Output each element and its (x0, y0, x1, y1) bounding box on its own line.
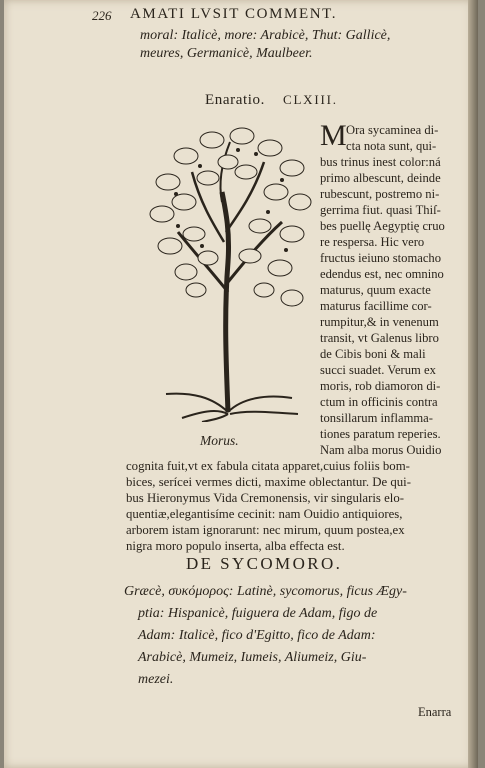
body-line: quentiæ,elegantisíme cecinit: nam Ouidio antiquiores, (126, 507, 403, 521)
column-line: gerrima fiut. quasi Thiſ- (320, 203, 441, 217)
intro-line: meures, Germanicè, Maulbeer. (140, 46, 313, 61)
names-line: ptia: Hispanicè, fuiguera de Adam, figo de (138, 606, 378, 621)
body-line: nigra moro populo inserta, alba effecta est. (126, 539, 345, 553)
column-line: moris, rob diamoron di- (320, 379, 441, 393)
column-line: fructus ieiuno stomacho (320, 251, 442, 265)
column-line: rubescunt, postremo ni- (320, 187, 440, 201)
intro-line: moral: Italicè, more: Arabicè, Thut: Gallicè, (140, 28, 391, 43)
book-page (4, 0, 478, 768)
column-line: tonsillarum inflamma- (320, 411, 433, 425)
catchword: Enarra (418, 705, 452, 719)
column-line: cta nota sunt, qui- (346, 139, 437, 153)
names-line: Adam: Italicè, fico d'Egitto, fico de Adam: (138, 628, 376, 643)
figure-caption: Morus. (200, 433, 239, 448)
column-line: ctum in officinis contra (320, 395, 438, 409)
body-line: bus Hieronymus Vida Cremonensis, vir singularis elo- (126, 491, 405, 505)
column-line: maturus facillime cor- (320, 299, 432, 313)
column-line: transit, vt Galenus libro (320, 331, 439, 345)
column-line: bes puellę Aegyptię cruo (320, 219, 445, 233)
mulberry-tree-illustration (142, 122, 314, 422)
body-line: bices, serícei vermes dicti, maxime oblectantur. De qui- (126, 475, 411, 489)
column-line: primo albescunt, deinde (320, 171, 441, 185)
column-line: re respersa. Hic vero (320, 235, 425, 249)
column-line: Nam alba morus Ouidio (320, 443, 442, 457)
section-heading-sycomoro: DE SYCOMORO. (186, 554, 343, 573)
names-line: Græcè, συκόμορος: Latinè, sycomorus, ficus Ægy- (124, 584, 407, 599)
drop-cap: M (320, 119, 347, 152)
names-line: mezei. (138, 672, 174, 687)
column-line: Ora sycaminea di- (346, 123, 439, 137)
column-line: tiones paratum reperies. (320, 427, 441, 441)
column-line: bus trinus inest color:ná (320, 155, 441, 169)
section-heading (205, 92, 338, 108)
names-line: Arabicè, Mumeiz, Iumeis, Aliumeiz, Giu- (138, 650, 367, 665)
body-line: cognita fuit,vt ex fabula citata apparet,cuius foliis bom- (126, 459, 410, 473)
section-title: Enaratio. (205, 92, 265, 108)
column-line: de Cibis boni & mali (320, 347, 426, 361)
section-number: CLXIII. (282, 92, 338, 107)
running-title: AMATI LVSIT COMMENT. (130, 6, 338, 22)
column-line: maturus, quum exacte (320, 283, 431, 297)
column-line: succi suadet. Verum ex (320, 363, 436, 377)
column-line: edendus est, nec omnino (320, 267, 444, 281)
page-spine-shadow (468, 0, 478, 768)
body-line: arborem istam ignorarunt: nec mirum, quum postea,ex (126, 523, 405, 537)
column-line: rumpitur,& in venenum (320, 315, 439, 329)
page-number: 226 (92, 8, 112, 23)
